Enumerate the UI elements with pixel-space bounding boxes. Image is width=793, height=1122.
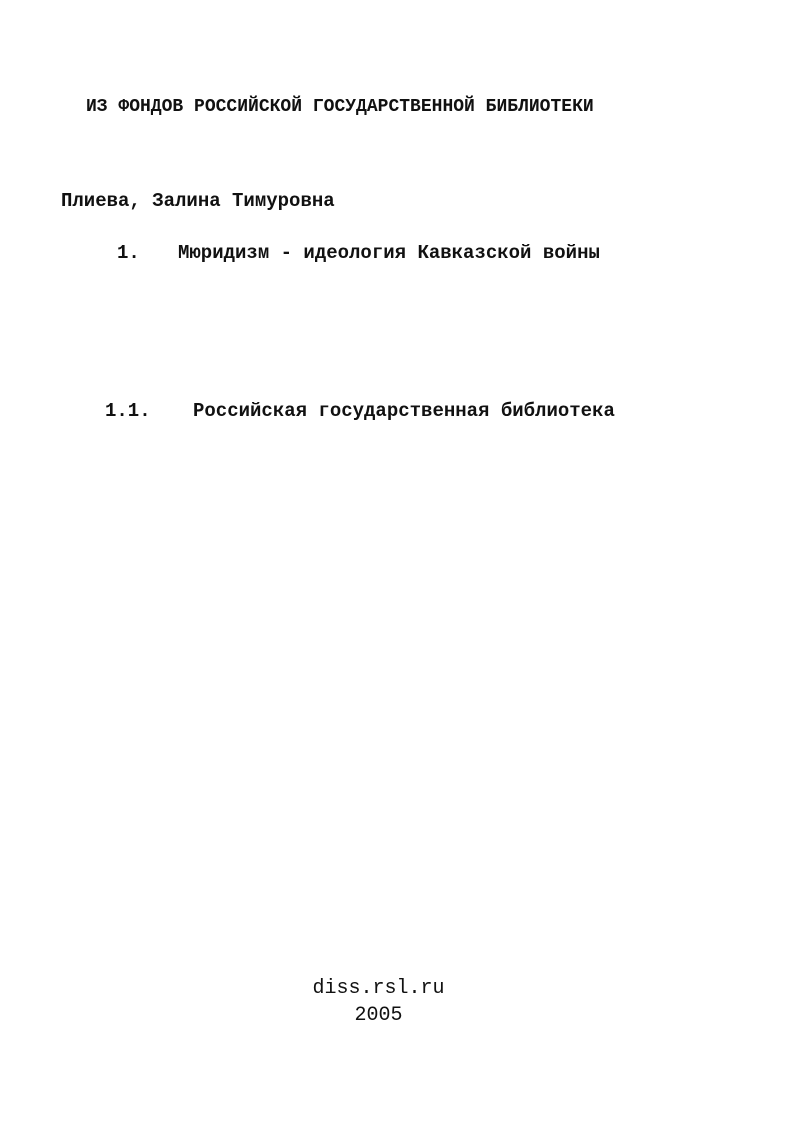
entry-1-number: 1. xyxy=(117,242,140,264)
entry-2-number: 1.1. xyxy=(105,400,151,422)
footer-site: diss.rsl.ru xyxy=(312,977,445,1000)
library-header: ИЗ ФОНДОВ РОССИЙСКОЙ ГОСУДАРСТВЕННОЙ БИБЛИОТЕКИ xyxy=(86,97,594,117)
author-name: Плиева, Залина Тимуровна xyxy=(61,190,335,212)
footer-year: 2005 xyxy=(354,1004,403,1027)
entry-2-title: Российская государственная библиотека xyxy=(193,400,615,422)
entry-1-title: Мюридизм - идеология Кавказской войны xyxy=(178,242,600,264)
